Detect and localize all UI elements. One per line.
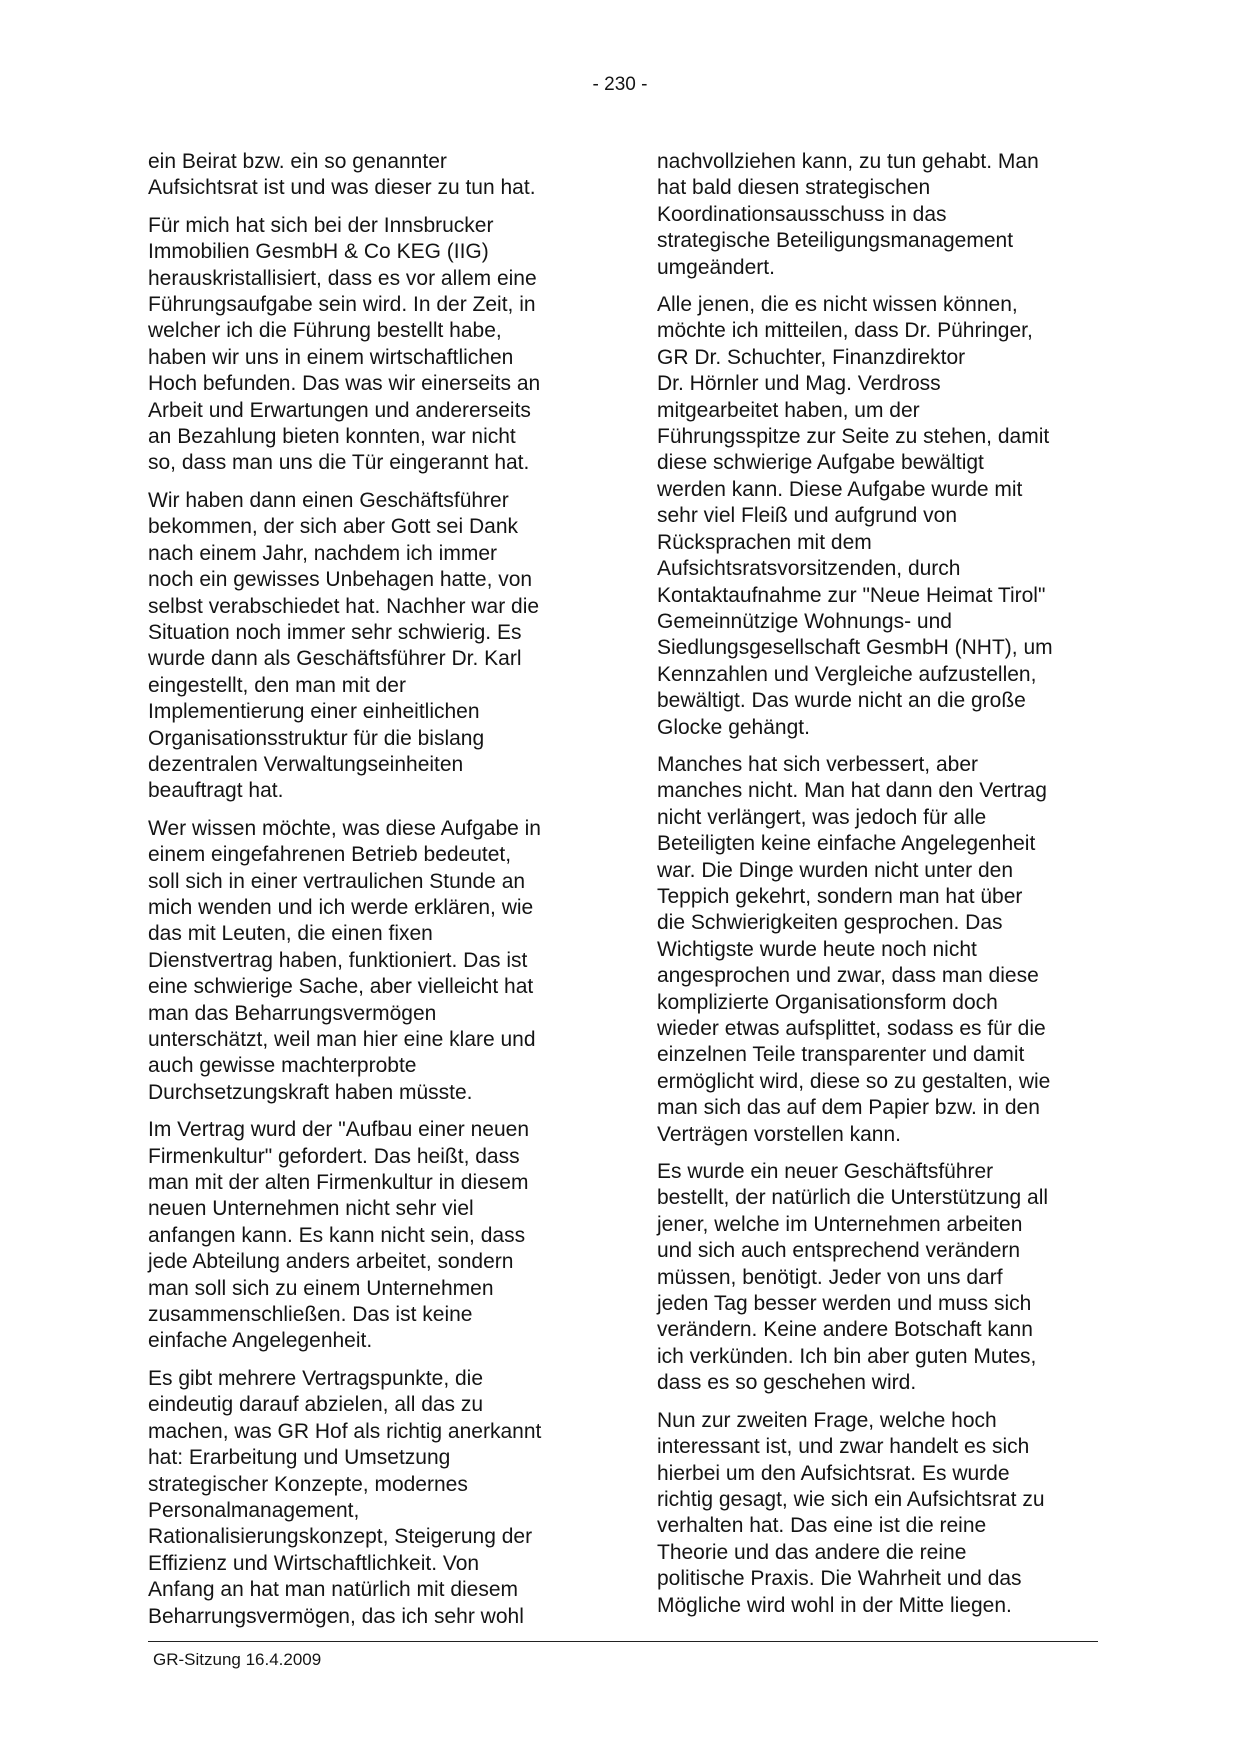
paragraph: Wer wissen möchte, was diese Aufgabe in einem eingefahrenen Betrieb bedeutet, soll sich in einer vertraulichen Stunde an mich wenden und ich werde erklären, wie das mit Leuten, die einen fixen Dienstvertrag haben, funktioniert. Das ist eine schwierige Sache, aber vielleicht hat man das Beharrungsvermögen unterschätzt, weil man hier eine klare und auch gewisse machterprobte Durchsetzungskraft haben müsste.: [148, 816, 541, 1104]
left-column: [148, 149, 596, 1641]
paragraph: Manches hat sich verbessert, aber manches nicht. Man hat dann den Vertrag nicht verlängert, was jedoch für alle Beteiligten keine einfache Angelegenheit war. Die Dinge wurden nicht unter den Teppich gekehrt, sondern man hat über die Schwierigkeiten gesprochen. Das Wichtigste wurde heute noch nicht angesprochen und zwar, dass man diese komplizierte Organisationsform doch wieder etwas aufsplittet, sodass es für die einzelnen Teile transparenter und damit ermöglicht wird, diese so zu gestalten, wie man sich das auf dem Papier bzw. in den Verträgen vorstellen kann.: [657, 752, 1051, 1146]
paragraph: Für mich hat sich bei der Innsbrucker Immobilien GesmbH & Co KEG (IIG) herauskristallisiert, dass es vor allem eine Führungsaufgabe sein wird. In der Zeit, in welcher ich die Führung bestellt habe, haben wir uns in einem wirtschaftlichen Hoch befunden. Das was wir einerseits an Arbeit und Erwartungen und andererseits an Bezahlung bieten konnten, war nicht so, dass man uns die Tür eingerannt hat.: [148, 213, 541, 475]
paragraph: nachvollziehen kann, zu tun gehabt. Man hat bald diesen strategischen Koordinationsausschuss in das strategische Beteiligungsmanagement umgeändert.: [657, 150, 1039, 279]
page-number: - 230 -: [592, 74, 648, 95]
right-column: [657, 149, 1107, 1630]
paragraph: ein Beirat bzw. ein so genannter Aufsichtsrat ist und was dieser zu tun hat.: [148, 150, 536, 200]
paragraph: Wir haben dann einen Geschäftsführer bekommen, der sich aber Gott sei Dank nach einem Jahr, nachdem ich immer noch ein gewisses Unbehagen hatte, von selbst verabschiedet hat. Nachher war die Situation noch immer sehr schwierig. Es wurde dann als Geschäftsführer Dr. Karl eingestellt, den man mit der Implementierung einer einheitlichen Organisationsstruktur für die bislang dezentralen Verwaltungseinheiten beauftragt hat.: [148, 488, 540, 803]
paragraph: Es wurde ein neuer Geschäftsführer bestellt, der natürlich die Unterstützung all jener, welche im Unternehmen arbeiten und sich auch entsprechend verändern müssen, benötigt. Jeder von uns darf jeden Tag besser werden und muss sich verändern. Keine andere Botschaft kann ich verkünden. Ich bin aber guten Mutes, dass es so geschehen wird.: [657, 1160, 1049, 1395]
paragraph: Im Vertrag wurd der "Aufbau einer neuen Firmenkultur" gefordert. Das heißt, dass man mit der alten Firmenkultur in diesem neuen Unternehmen nicht sehr viel anfangen kann. Es kann nicht sein, dass jede Abteilung anders arbeitet, sondern man soll sich zu einem Unternehmen zusammenschließen. Das ist keine einfache Angelegenheit.: [148, 1118, 530, 1353]
paragraph: Alle jenen, die es nicht wissen können, möchte ich mitteilen, dass Dr. Pühringer, GR Dr. Schuchter, Finanzdirektor Dr. Hörnler und Mag. Verdross mitgearbeitet haben, um der Führungsspitze zur Seite zu stehen, damit diese schwierige Aufgabe bewältigt werden kann. Diese Aufgabe wurde mit sehr viel Fleiß und aufgrund von Rücksprachen mit dem Aufsichtsratsvorsitzenden, durch Kontaktaufnahme zur "Neue Heimat Tirol" Gemeinnützige Wohnungs- und Siedlungsgesellschaft GesmbH (NHT), um Kennzahlen und Vergleiche aufzustellen, bewältigt. Das wurde nicht an die große Glocke gehängt.: [657, 293, 1053, 739]
footer-divider: [148, 1641, 1098, 1642]
footer-text: GR-Sitzung 16.4.2009: [153, 1650, 322, 1669]
paragraph: Es gibt mehrere Vertragspunkte, die eindeutig darauf abzielen, all das zu machen, was GR Hof als richtig anerkannt hat: Erarbeitung und Umsetzung strategischer Konzepte, modernes Personalmanagement, Rationalisierungskonzept, Steigerung der Effizienz und Wirtschaftlichkeit. Von Anfang an hat man natürlich mit diesem Beharrungsvermögen, das ich sehr wohl: [148, 1366, 542, 1628]
paragraph: Nun zur zweiten Frage, welche hoch interessant ist, und zwar handelt es sich hierbei um den Aufsichtsrat. Es wurde richtig gesagt, wie sich ein Aufsichtsrat zu verhalten hat. Das eine ist die reine Theorie und das andere die reine politische Praxis. Die Wahrheit und das Mögliche wird wohl in der Mitte liegen.: [657, 1408, 1045, 1617]
